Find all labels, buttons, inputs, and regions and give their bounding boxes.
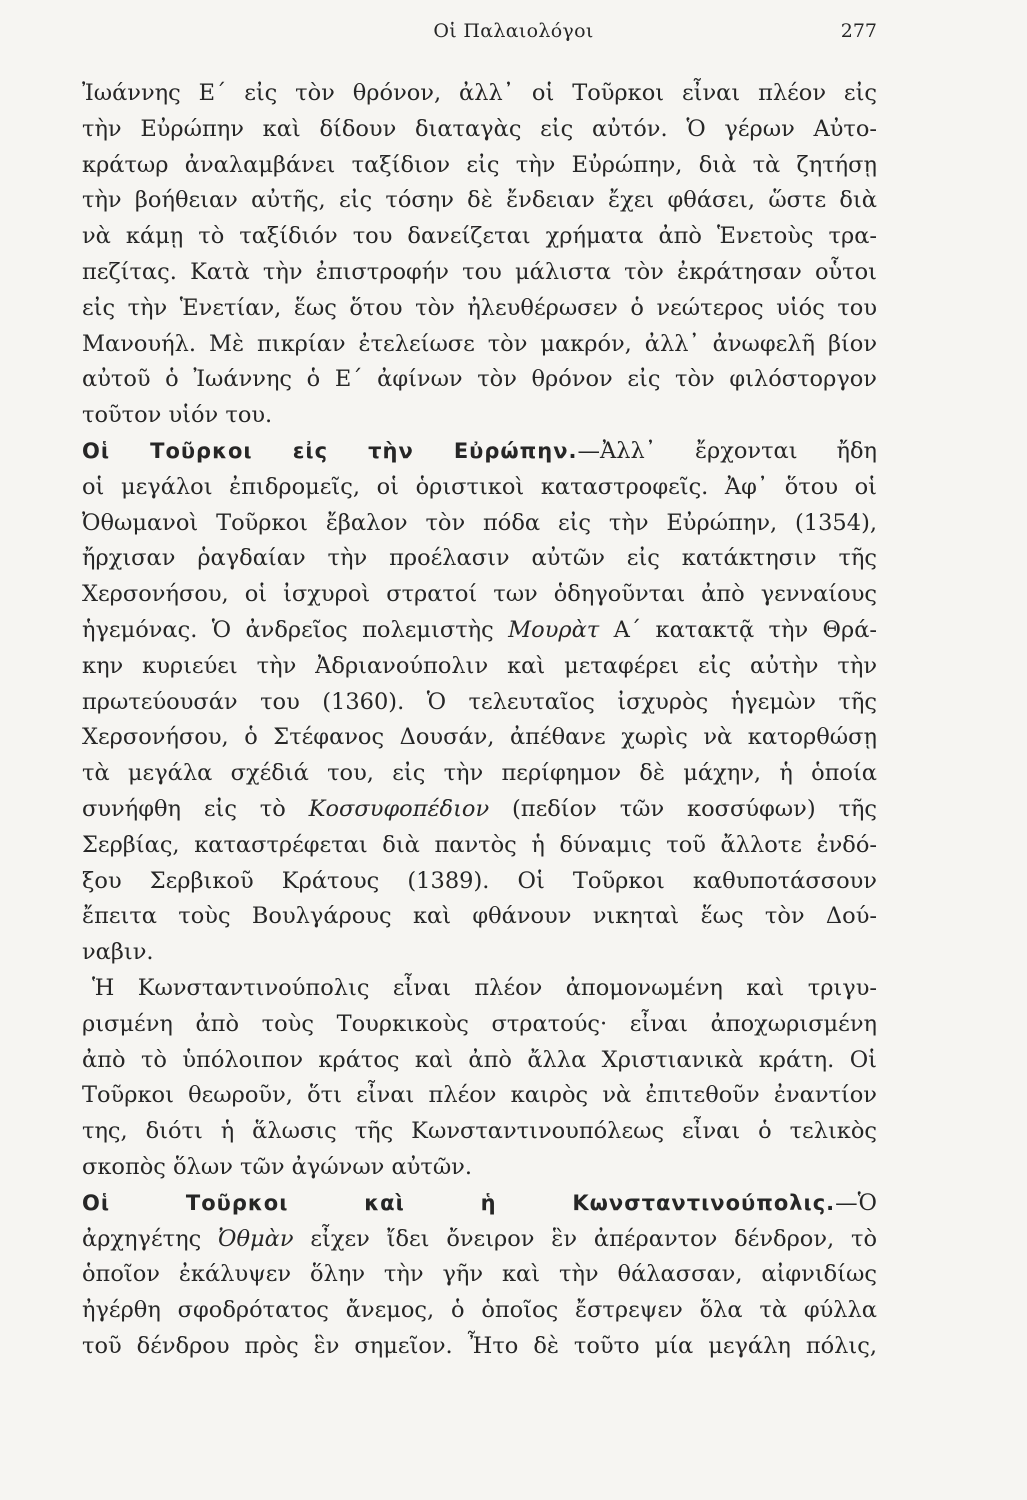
text-line: Ἡ Κωνσταντινούπολις εἶναι πλέον ἀπομονωμένη καὶ τριγυ-	[92, 974, 877, 1001]
text-span: συνήφθη εἰς τὸ	[82, 795, 309, 822]
text-span: —Ὁ	[835, 1189, 877, 1216]
text-span: ἡγεμόνας. Ὁ ἀνδρεῖος πολεμιστὴς	[82, 616, 509, 643]
text-line: οἱ μεγάλοι ἐπιδρομεῖς, οἱ ὁριστικοὶ καταστροφεῖς. Ἀφ᾽ ὅτου οἱ	[82, 473, 877, 500]
section-heading: Οἱ Τοῦρκοι εἰς τὴν Εὐρώπην.	[82, 438, 578, 463]
text-line: Χερσονήσου, οἱ ἰσχυροὶ στρατοί των ὁδηγοῦνται ἀπὸ γενναίους	[82, 581, 877, 608]
text-span: Α΄ κατακτᾷ τὴν Θρά-	[599, 616, 877, 643]
text-line: ἔπειτα τοὺς Βουλγάρους καὶ φθάνουν νικηταὶ ἕως τὸν Δού-	[82, 903, 877, 930]
text-line: ἤρχισαν ῥαγδαίαν τὴν προέλασιν αὐτῶν εἰς κατάκτησιν τῆς	[82, 545, 877, 572]
heading-line	[82, 434, 877, 470]
text-line: τοῦ δένδρου πρὸς ἓν σημεῖον. Ἦτο δὲ τοῦτο μία μεγάλη πόλις,	[82, 1332, 877, 1359]
text-line: Τοῦρκοι θεωροῦν, ὅτι εἶναι πλέον καιρὸς νὰ ἐπιτεθοῦν ἐναντίον	[82, 1082, 877, 1109]
text-line: Ὀθωμανοὶ Τοῦρκοι ἔβαλον τὸν πόδα εἰς τὴν Εὐρώπην, (1354),	[82, 509, 877, 536]
running-title: Οἱ Παλαιολόγοι	[433, 20, 594, 42]
text-line: εἰς τὴν Ἑνετίαν, ἕως ὅτου τὸν ἠλευθέρωσεν ὁ νεώτερος υἱός του	[82, 294, 877, 321]
page-body	[82, 76, 877, 1365]
text-line: τὴν Εὐρώπην καὶ δίδουν διαταγὰς εἰς αὐτόν. Ὁ γέρων Αὐτο-	[82, 115, 877, 142]
italic-name: Μουρὰτ	[508, 616, 600, 643]
running-head	[0, 20, 1027, 50]
text-line: Σερβίας, καταστρέφεται διὰ παντὸς ἡ δύναμις τοῦ ἄλλοτε ἐνδό-	[82, 831, 877, 858]
italic-name: Ὀθμὰν	[218, 1225, 294, 1252]
text-span: ἀρχηγέτης	[82, 1225, 219, 1252]
text-line: ὁποῖον ἐκάλυψεν ὅλην τὴν γῆν καὶ τὴν θάλασσαν, αἰφνιδίως	[82, 1261, 877, 1288]
text-line: τοῦτον υἱόν του.	[82, 402, 273, 429]
text-line: ναβιν.	[82, 939, 154, 966]
text-line: πεζίτας. Κατὰ τὴν ἐπιστροφήν του μάλιστα τὸν ἐκράτησαν οὗτοι	[82, 258, 877, 285]
text-span: (πεδίον τῶν κοσσύφων) τῆς	[489, 795, 877, 822]
text-line: αὐτοῦ ὁ Ἰωάννης ὁ Ε΄ ἀφίνων τὸν θρόνον εἰς τὸν φιλόστοργον	[82, 366, 877, 393]
text-line: νὰ κάμῃ τὸ ταξίδιόν του δανείζεται χρήματα ἀπὸ Ἑνετοὺς τρα-	[82, 223, 877, 250]
text-line	[82, 1222, 877, 1258]
page-number: 277	[840, 20, 877, 42]
text-line: ἀπὸ τὸ ὑπόλοιπον κράτος καὶ ἀπὸ ἄλλα Χριστιανικὰ κράτη. Οἱ	[82, 1046, 877, 1073]
text-span: εἶχεν ἴδει ὄνειρον ἓν ἀπέραντον δένδρον, τὸ	[293, 1225, 877, 1252]
text-line	[82, 792, 877, 828]
text-line: ξου Σερβικοῦ Κράτους (1389). Οἱ Τοῦρκοι καθυποτάσσουν	[82, 867, 877, 894]
text-line: τὴν βοήθειαν αὐτῆς, εἰς τόσην δὲ ἔνδειαν ἔχει φθάσει, ὥστε διὰ	[82, 187, 877, 214]
section-turks-and-constantinople	[82, 1186, 877, 1365]
text-line	[82, 613, 877, 649]
paragraph-1	[82, 76, 877, 434]
text-line: κράτωρ ἀναλαμβάνει ταξίδιον εἰς τὴν Εὐρώπην, διὰ τὰ ζητήσῃ	[82, 151, 877, 178]
heading-line	[82, 1186, 877, 1222]
text-line: Ἰωάννης Ε΄ εἰς τὸν θρόνον, ἀλλ᾽ οἱ Τοῦρκοι εἶναι πλέον εἰς	[82, 80, 877, 106]
section-heading: Οἱ Τοῦρκοι καὶ ἡ Κωνσταντινούπολις.	[82, 1190, 836, 1215]
text-line: Μανουήλ. Μὲ πικρίαν ἐτελείωσε τὸν μακρόν, ἀλλ᾽ ἀνωφελῆ βίον	[82, 330, 877, 357]
text-line: σκοπὸς ὅλων τῶν ἀγώνων αὐτῶν.	[82, 1153, 473, 1180]
text-line: Χερσονήσου, ὁ Στέφανος Δουσάν, ἀπέθανε χωρὶς νὰ κατορθώσῃ	[82, 724, 877, 751]
text-line: ρισμένη ἀπὸ τοὺς Τουρκικοὺς στρατούς· εἶναι ἀποχωρισμένη	[82, 1010, 877, 1037]
text-line: τὰ μεγάλα σχέδιά του, εἰς τὴν περίφημον δὲ μάχην, ἡ ὁποία	[82, 760, 877, 787]
text-line: κην κυριεύει τὴν Ἀδριανούπολιν καὶ μεταφέρει εἰς αὐτὴν τὴν	[82, 652, 877, 679]
section-turks-in-europe	[82, 434, 877, 971]
paragraph-constantinople-isolated	[82, 971, 877, 1186]
text-line: πρωτεύουσάν του (1360). Ὁ τελευταῖος ἰσχυρὸς ἡγεμὼν τῆς	[82, 688, 877, 715]
text-span: —Ἀλλ᾽ ἔρχονται ἤδη	[577, 437, 877, 464]
text-line: ἠγέρθη σφοδρότατος ἄνεμος, ὁ ὁποῖος ἔστρεψεν ὅλα τὰ φύλλα	[82, 1297, 877, 1324]
italic-name: Κοσσυφοπέδιον	[308, 795, 490, 822]
text-line: της, διότι ἡ ἅλωσις τῆς Κωνσταντινουπόλεως εἶναι ὁ τελικὸς	[82, 1118, 877, 1145]
